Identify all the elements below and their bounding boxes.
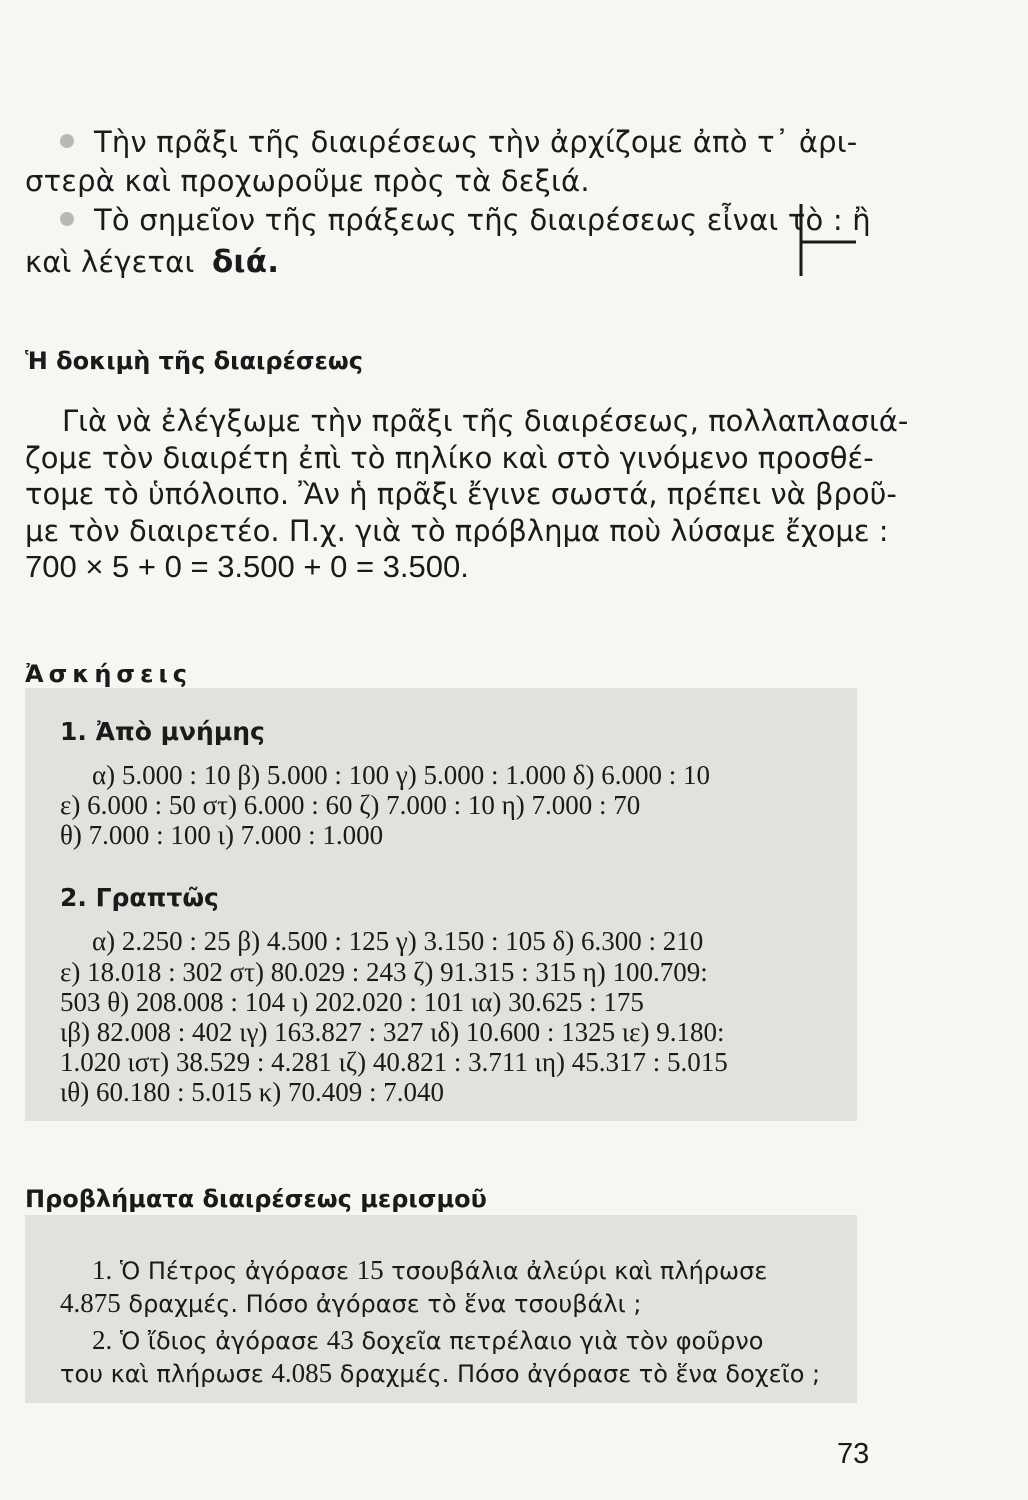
bullet-icon xyxy=(60,134,74,148)
written-line-2: ε) 18.018 : 302 στ) 80.029 : 243 ζ) 91.315 : 315 η) 100.709: xyxy=(60,957,708,987)
written-heading: 2. Γραπτῶς xyxy=(60,883,219,912)
problem-1-text-b: τσουβάλια ἀλεύρι καὶ πλήρωσε xyxy=(391,1257,768,1285)
problem-1-quantity: 15 xyxy=(356,1255,384,1285)
problems-heading: Προβλήματα διαιρέσεως μερισμοῦ xyxy=(25,1185,487,1213)
bullet-icon xyxy=(60,212,74,226)
check-line-2: ζομε τὸν διαιρέτη ἐπὶ τὸ πηλίκο καὶ στὸ γινόμενο προσθέ- xyxy=(25,441,874,475)
check-formula: 700 × 5 + 0 = 3.500 + 0 = 3.500. xyxy=(25,549,469,584)
check-line-3: τομε τὸ ὑπόλοιπο. Ἂν ἡ πρᾶξι ἔγινε σωστά, πρέπει νὰ βροῦ- xyxy=(25,477,897,511)
page-number: 73 xyxy=(837,1438,870,1470)
check-heading: Ἡ δοκιμὴ τῆς διαιρέσεως xyxy=(25,347,364,375)
problem-1-question: δραχμές. Πόσο ἀγόρασε τὸ ἕνα τσουβάλι ; xyxy=(128,1290,642,1318)
problem-1-line-1 xyxy=(92,1255,767,1286)
written-line-5: 1.020 ιστ) 38.529 : 4.281 ιζ) 40.821 : 3.711 ιη) 45.317 : 5.015 xyxy=(60,1047,728,1077)
written-line-6: ιθ) 60.180 : 5.015 κ) 70.409 : 7.040 xyxy=(60,1077,445,1107)
problem-2-question: δραχμές. Πόσο ἀγόρασε τὸ ἕνα δοχεῖο ; xyxy=(339,1360,821,1388)
intro-line-1 xyxy=(60,125,857,159)
division-bracket-symbol xyxy=(790,200,860,280)
problem-1-text-a: Ὁ Πέτρος ἀγόρασε xyxy=(119,1257,349,1285)
memory-line-1: α) 5.000 : 10 β) 5.000 : 100 γ) 5.000 : 1.000 δ) 6.000 : 10 xyxy=(92,760,711,790)
problem-1-amount: 4.875 xyxy=(60,1288,121,1318)
problem-2-line-2 xyxy=(60,1358,820,1389)
problem-2-amount: 4.085 xyxy=(271,1358,333,1388)
intro-text-1: Τὴν πρᾶξι τῆς διαιρέσεως τὴν ἀρχίζομε ἀπὸ τ᾽ ἀρι- xyxy=(94,125,858,159)
intro-line-4 xyxy=(25,244,279,280)
problem-1-line-2 xyxy=(60,1288,641,1319)
written-line-1: α) 2.250 : 25 β) 4.500 : 125 γ) 3.150 : 105 δ) 6.300 : 210 xyxy=(92,926,704,956)
written-line-3: 503 θ) 208.008 : 104 ι) 202.020 : 101 ια) 30.625 : 175 xyxy=(60,987,644,1017)
written-line-4: ιβ) 82.008 : 402 ιγ) 163.827 : 327 ιδ) 10.600 : 1325 ιε) 9.180: xyxy=(60,1017,725,1047)
problem-2-line-1 xyxy=(92,1325,763,1356)
problem-2-number: 2. xyxy=(92,1325,113,1355)
exercises-heading: Ἀσκήσεις xyxy=(25,660,193,688)
memory-line-3: θ) 7.000 : 100 ι) 7.000 : 1.000 xyxy=(60,820,384,850)
problem-2-text-c: του καὶ πλήρωσε xyxy=(60,1360,264,1388)
check-line-1: Γιὰ νὰ ἐλέγξωμε τὴν πρᾶξι τῆς διαιρέσεως, πολλαπλασιά- xyxy=(62,404,909,438)
check-line-4: με τὸν διαιρετέο. Π.χ. γιὰ τὸ πρόβλημα ποὺ λύσαμε ἔχομε : xyxy=(25,514,889,548)
memory-heading: 1. Ἀπὸ μνήμης xyxy=(60,717,265,746)
problem-2-text-b: δοχεῖα πετρέλαιο γιὰ τὸν φοῦρνο xyxy=(361,1327,764,1355)
problem-2-text-a: Ὁ ἴδιος ἀγόρασε xyxy=(119,1327,320,1355)
problem-2-quantity: 43 xyxy=(326,1325,354,1355)
intro-text-4: καὶ λέγεται xyxy=(25,245,195,279)
intro-line-2: στερὰ καὶ προχωροῦμε πρὸς τὰ δεξιά. xyxy=(25,164,590,198)
division-term: διά. xyxy=(211,244,280,280)
problem-1-number: 1. xyxy=(92,1255,113,1285)
intro-text-3: Τὸ σημεῖον τῆς πράξεως τῆς διαιρέσεως εἶναι τὸ : ἢ xyxy=(94,203,871,237)
memory-line-2: ε) 6.000 : 50 στ) 6.000 : 60 ζ) 7.000 : 10 η) 7.000 : 70 xyxy=(60,790,641,820)
intro-line-3 xyxy=(60,203,871,237)
